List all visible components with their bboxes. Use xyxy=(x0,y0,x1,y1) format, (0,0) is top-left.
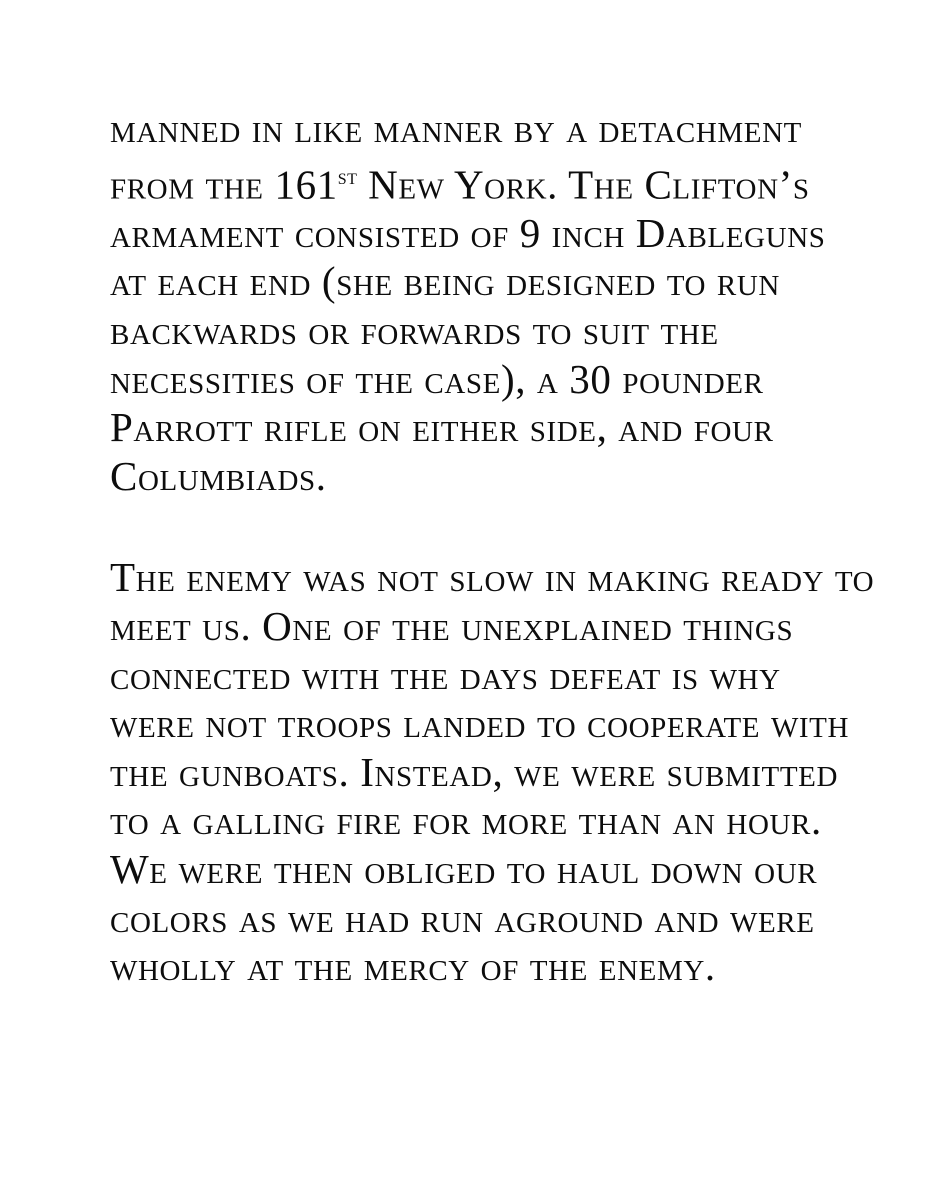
text-line: connected with the days defeat is why xyxy=(110,651,781,698)
paragraph-2 xyxy=(110,553,875,990)
line-segment: New York. The Clifton’s xyxy=(357,161,810,208)
text-line: Parrott rifle on either side, and four xyxy=(110,404,774,451)
text-line: backwards or forwards to suit the xyxy=(110,307,719,354)
text-block xyxy=(110,104,875,991)
text-line: the gunboats. Instead, we were submitted xyxy=(110,748,839,795)
text-line: manned in like manner by a detachment xyxy=(110,105,802,151)
text-line: We were then obliged to haul down our xyxy=(110,845,818,892)
text-line: armament consisted of 9 inch Dableguns xyxy=(110,209,826,256)
text-line: The enemy was not slow in making ready to xyxy=(110,554,875,601)
text-line: to a galling fire for more than an hour. xyxy=(110,797,822,844)
text-line: meet us. One of the unexplained things xyxy=(110,603,794,649)
superscript-ordinal: st xyxy=(337,163,358,189)
line-segment: from the 161 xyxy=(110,161,338,208)
text-line: Columbiads. xyxy=(110,452,327,499)
text-line: wholly at the mercy of the enemy. xyxy=(110,943,716,990)
paragraph-1 xyxy=(110,104,850,500)
text-line: colors as we had run aground and were xyxy=(110,894,815,941)
text-line xyxy=(110,153,850,209)
text-line: at each end (she being designed to run xyxy=(110,258,780,305)
text-line: were not troops landed to cooperate with xyxy=(110,700,850,747)
text-line: necessities of the case), a 30 pounder xyxy=(110,355,764,402)
